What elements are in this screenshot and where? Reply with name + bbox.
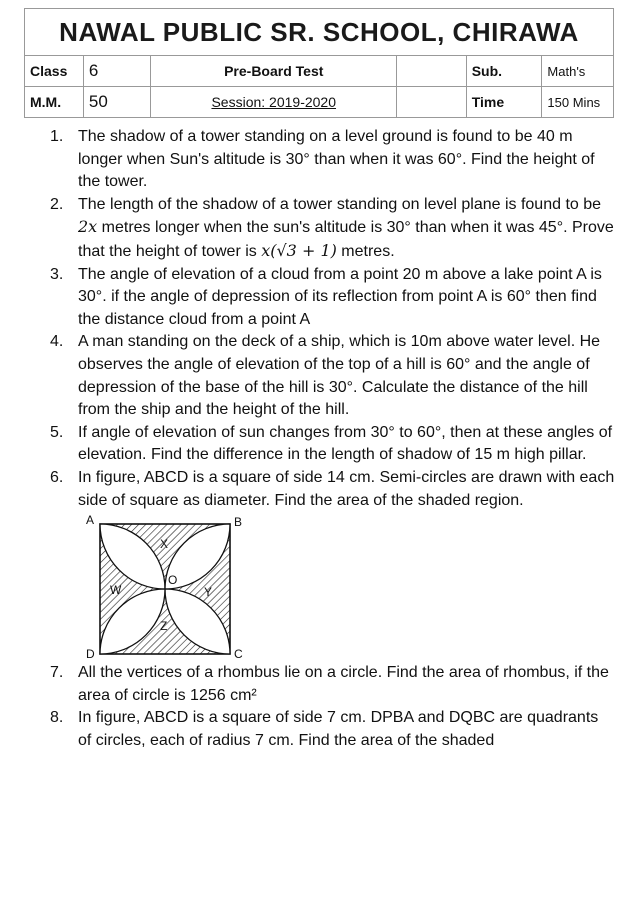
- region-label-z: Z: [160, 619, 168, 634]
- question-item: [0, 264, 638, 332]
- time-label: Time: [466, 87, 542, 118]
- header-table: [24, 8, 614, 118]
- question-text: All the vertices of a rhombus lie on a circle. Find the area of rhombus, if the area of circle is 1256 cm²: [78, 664, 609, 704]
- subject-value: Math's: [542, 56, 614, 87]
- region-label-y: Y: [204, 585, 213, 600]
- question-number: 5.: [50, 423, 64, 441]
- region-label-x: X: [160, 537, 169, 552]
- math-expression: x(√3 + 1): [261, 240, 337, 260]
- question-text-part: The length of the shadow of a tower standing on level plane is found to be: [78, 195, 602, 213]
- question-text: In figure, ABCD is a square of side 7 cm. DPBA and DQBC are quadrants of circles, each of radius 7 cm. Find the area of the shaded: [78, 709, 599, 749]
- question-text-part: metres longer when the sun's altitude is 30° than when it was 45°. Prove that the height of tower is: [78, 219, 614, 260]
- corner-label-c: C: [234, 647, 243, 662]
- question-item: [0, 707, 638, 752]
- question-item: [0, 331, 638, 421]
- question-item: [0, 662, 638, 707]
- math-expression: 2x: [78, 217, 98, 237]
- question-text: The angle of elevation of a cloud from a point 20 m above a lake point A is 30°. if the angle of depression of its reflection from point A is 60° then find the distance cloud from a point A: [78, 265, 602, 328]
- blank-cell: [397, 56, 466, 87]
- question-number: 3.: [50, 265, 64, 283]
- corner-label-d: D: [86, 647, 95, 662]
- question-text-part: metres.: [336, 242, 395, 260]
- question-text: If angle of elevation of sun changes from 30° to 60°, then at these angles of elevation. Find the difference in the length of shadow of 15 m high pillar.: [78, 423, 613, 464]
- subject-label: Sub.: [466, 56, 542, 87]
- question-number: 6.: [50, 468, 64, 486]
- square-semicircles-figure: [0, 512, 638, 662]
- region-label-w: W: [110, 583, 122, 598]
- question-item: [0, 422, 638, 467]
- question-text: In figure, ABCD is a square of side 14 cm. Semi-circles are drawn with each side of square as diameter. Find the area of the shaded region.: [78, 468, 615, 509]
- question-number: 1.: [50, 128, 64, 145]
- question-number: 8.: [50, 709, 64, 727]
- corner-label-a: A: [86, 513, 95, 528]
- class-value: 6: [83, 56, 150, 87]
- school-name: NAWAL PUBLIC SR. SCHOOL, CHIRAWA: [25, 9, 614, 56]
- question-item: [0, 194, 638, 264]
- question-number: 2.: [50, 195, 64, 213]
- corner-label-b: B: [234, 515, 243, 530]
- question-text: The shadow of a tower standing on a level ground is found to be 40 m longer when Sun's altitude is 30° than when it was 60°. Find the height of the tower.: [78, 128, 595, 191]
- figure-diagram: [80, 512, 250, 662]
- question-list: [0, 126, 638, 752]
- question-number: 7.: [50, 664, 64, 682]
- question-text: A man standing on the deck of a ship, which is 10m above water level. He observes the angle of elevation of the top of a hill is 60° and the angle of depression of the base of the hill is 30°. Calculate the distance of the hill from the ship and the height of the hill.: [78, 333, 601, 419]
- session-text: Session: 2019-2020: [151, 87, 397, 118]
- max-marks-label: M.M.: [25, 87, 84, 118]
- question-number: 4.: [50, 333, 64, 351]
- test-name: Pre-Board Test: [151, 56, 397, 87]
- center-label-o: O: [168, 573, 178, 588]
- question-item: [0, 126, 638, 194]
- max-marks-value: 50: [83, 87, 150, 118]
- question-item: [0, 467, 638, 512]
- class-label: Class: [25, 56, 84, 87]
- time-value: 150 Mins: [542, 87, 614, 118]
- blank-cell: [397, 87, 466, 118]
